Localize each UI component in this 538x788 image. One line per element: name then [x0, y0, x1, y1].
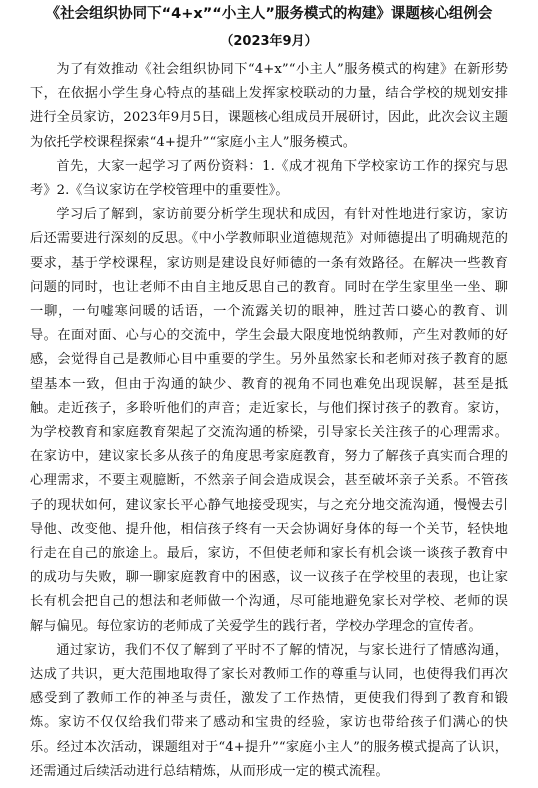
meeting-date: （2023年9月）	[220, 34, 318, 49]
document-title: 《社会组织协同下“4+x”“小主人”服务模式的构建》课题核心组例会	[45, 6, 493, 22]
paragraph-conclusion: 通过家访，我们不仅了解到了平时不了解的情况，与家长进行了情感沟通，达成了共识，更大范围地取得了家长对教师工作的尊重与认同，也使得我们再次感受到了教师工作的神圣与责任，激发了工作热情，更使我们得到了教育和锻炼。家访不仅仅给我们带来了感动和宝贵的经验，家访也带给孩子们满心的快乐。经过本次活动，课题组对于“4+提升”“家庭小主人”的服务模式提高了认识，还需通过后续活动进行总结精炼，从而形成一定的模式流程。	[30, 642, 508, 779]
paragraph-learning-reflection: 学习后了解到，家访前要分析学生现状和成因，有针对性地进行家访，家访后还需要进行深刻的反思。《中小学教师职业道德规范》对师德提出了明确规范的要求，基于学校课程，家访则是建设良好师德的一条有效路径。在解决一些教育问题的同时，也让老师不由自主地反思自己的教育。同时在学生家里坐一坐、聊一聊，一句嘘寒问暖的话语，一个流露关切的眼神，胜过苦口婆心的教育、训导。在面对面、心与心的交流中，学生会最大限度地悦纳教师，产生对教师的好感，会觉得自己是教师心目中重要的学生。另外虽然家长和老师对孩子教育的愿望基本一致，但由于沟通的缺少、教育的视角不同也难免出现误解，甚至是抵触。走近孩子，多聆听他们的声音；走近家长，与他们探讨孩子的教育。家访，为学校教育和家庭教育架起了交流沟通的桥梁，引导家长关注孩子的心理需求。在家访中，建议家长多从孩子的角度思考家庭教育，努力了解孩子真实而合理的心理需求，不要主观臆断，不然亲子间会造成误会，甚至破坏亲子关系。不管孩子的现状如何，建议家长平心静气地接受现实，与之充分地交流沟通，慢慢去引导他、改变他、提升他，相信孩子终有一天会协调好身体的每一个关节，轻快地行走在自己的旅途上。最后，家访，不但使老师和家长有机会谈一谈孩子教育中的成功与失败，聊一聊家庭教育中的困惑，议一议孩子在学校里的表现，也让家长有机会把自己的想法和老师做一个沟通，尽可能地避免家长对学校、老师的误解与偏见。每位家访的老师成了关爱学生的践行者，学校办学理念的宣传者。	[30, 207, 508, 634]
paragraph-intro: 为了有效推动《社会组织协同下“4+x”“小主人”服务模式的构建》在新形势下，在依据小学生身心特点的基础上发挥家校联动的力量，结合学校的规划安排进行全员家访，2023年9月5日，课题核心组成员开展研讨，因此，此次会议主题为依托学校课程探索“4+提升”“家庭小主人”服务模式。	[30, 62, 508, 150]
paragraph-study-materials: 首先，大家一起学习了两份资料：1.《成才视角下学校家访工作的探究与思考》2.《刍议家访在学校管理中的重要性》。	[30, 158, 508, 199]
